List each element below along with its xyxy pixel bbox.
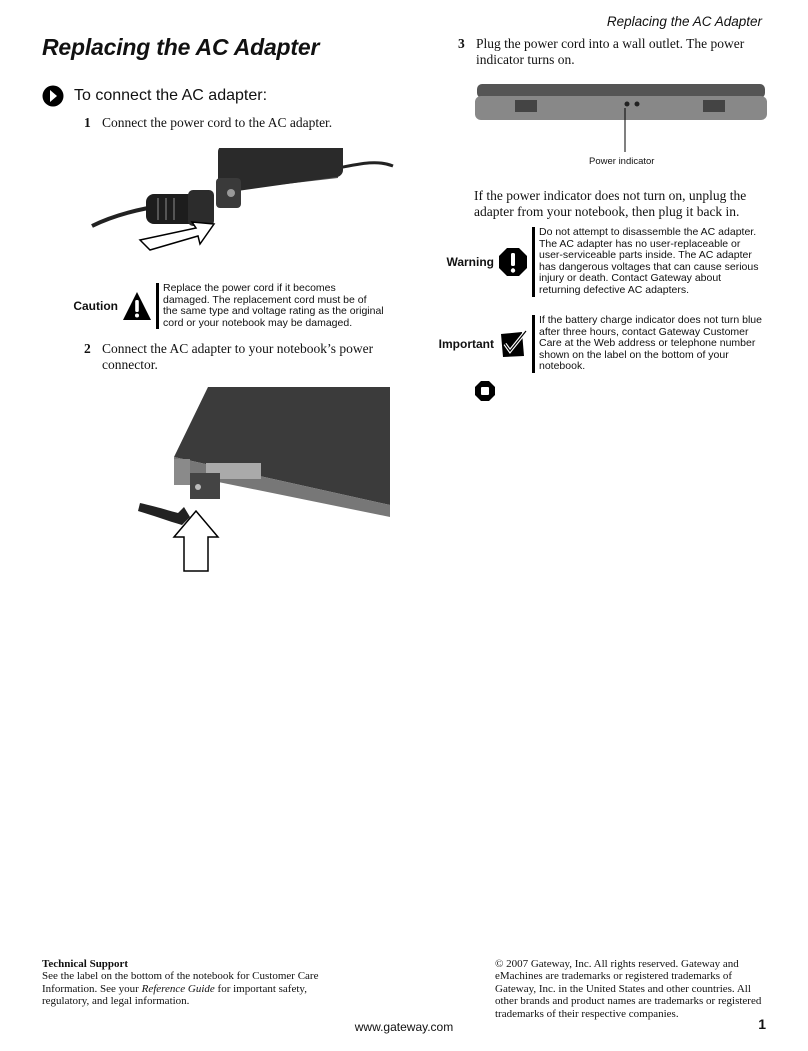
caution-label: Caution xyxy=(73,299,118,314)
step-text: Connect the AC adapter to your notebook’s power connector. xyxy=(102,341,374,372)
warning-label: Warning xyxy=(446,254,494,269)
important-label: Important xyxy=(438,336,494,351)
step-number: 3 xyxy=(458,36,465,51)
figure-caption: Power indicator xyxy=(589,156,655,167)
procedure-subhead xyxy=(42,85,267,107)
stop-octagon-icon xyxy=(475,381,495,401)
footer-url: www.gateway.com xyxy=(354,1020,454,1034)
step-text: Connect the power cord to the AC adapter. xyxy=(102,115,333,130)
step-text: Plug the power cord into a wall outlet. The power indicator turns on. xyxy=(476,36,745,67)
important-text: If the battery charge indicator does not turn blue after three hours, contact Gateway Customer Care at the Web address or telephone number shown on the label on the bottom of your notebook. xyxy=(532,315,764,373)
technical-support xyxy=(42,958,342,1008)
step-3 xyxy=(458,36,763,68)
power-note: If the power indicator does not turn on, unplug the adapter from your notebook, then plug it back in. xyxy=(474,188,747,219)
step-1 xyxy=(84,115,384,131)
ac-adapter-figure xyxy=(88,148,398,260)
step-2 xyxy=(84,341,394,373)
copyright-notice: © 2007 Gateway, Inc. All rights reserved. Gateway and eMachines are trademarks or registered trademarks of Gateway, Inc. in the United States and other countries. All other brands and product names are trademarks or registered trademarks of their respective companies. xyxy=(495,958,762,1020)
technical-support-text: See the label on the bottom of the notebook for Customer Care Information. See your Reference Guide for important safety, regulatory, and legal information. xyxy=(42,970,319,1008)
step-number: 1 xyxy=(84,115,91,130)
caution-text: Replace the power cord if it becomes damaged. The replacement cord must be of the same type and voltage rating as the original cord or your notebook may be damaged. xyxy=(156,283,384,329)
important-notice xyxy=(418,315,764,373)
checkmark-box-icon xyxy=(498,329,528,359)
warning-text: Do not attempt to disassemble the AC adapter. The AC adapter has no user-replaceable or user-serviceable parts inside. The AC adapter has dangerous voltages that can cause serious injury or death. Contact Gateway about returning defective AC adapters. xyxy=(532,227,764,297)
page-number: 1 xyxy=(758,1016,766,1032)
step-number: 2 xyxy=(84,341,91,356)
reference-guide-title: Reference Guide xyxy=(141,982,215,995)
arrow-right-circle-icon xyxy=(42,85,64,107)
power-indicator-figure xyxy=(475,82,767,154)
technical-support-heading: Technical Support xyxy=(42,958,129,970)
caution-notice xyxy=(42,283,384,329)
subhead-text: To connect the AC adapter: xyxy=(74,87,268,104)
power-connector-figure xyxy=(138,385,393,575)
page-title: Replacing the AC Adapter xyxy=(42,34,320,60)
running-head: Replacing the AC Adapter xyxy=(606,14,762,29)
exclamation-triangle-icon xyxy=(122,291,152,321)
exclamation-octagon-icon xyxy=(498,247,528,277)
warning-notice xyxy=(418,227,764,297)
